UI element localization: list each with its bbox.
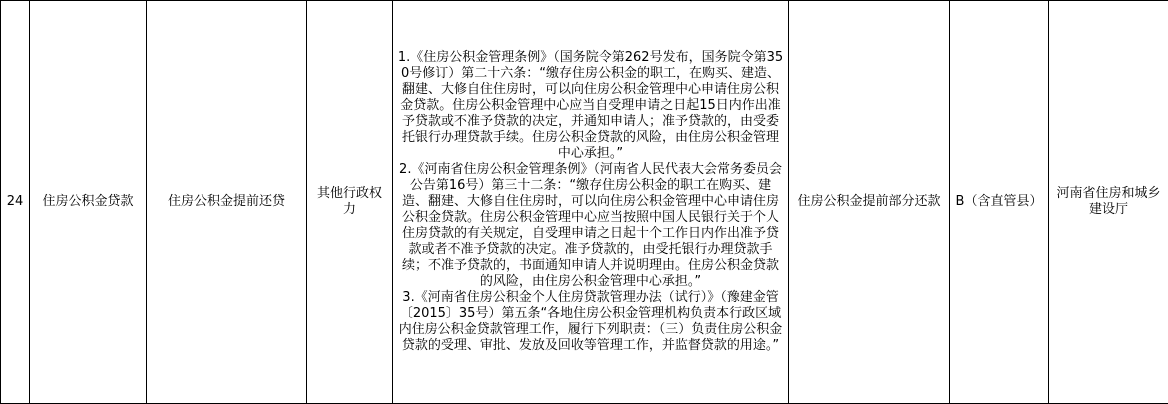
row-number-cell <box>1 1 30 404</box>
matter-cell <box>789 1 950 404</box>
legal-basis-item: 2.《河南省住房公积金管理条例》（河南省人民代表大会常务委员会公告第16号）第三十二条：“缴存住房公积金的职工在购买、建造、翻建、大修自住住房时，可以向住房公积金管理中心申请住房公积金贷款。住房公积金管理中心应当按照中国人民银行关于个人住房贷款的有关规定，自受理申请之日起十个工作日内作出准予贷款或者不准予贷款的决定。准予贷款的，由受托银行办理贷款手续；不准予贷款的，书面通知申请人并说明理由。住房公积金贷款的风险，由住房公积金管理中心承担。” <box>399 162 782 289</box>
table-row <box>1 1 1168 404</box>
level-cell <box>950 1 1049 404</box>
level-value: B（含直管县） <box>955 194 1043 209</box>
item-name-cell <box>30 1 147 404</box>
legal-basis-item: 3.《河南省住房公积金个人住房贷款管理办法（试行）》（豫建金管〔2015〕35号）第五条“各地住房公积金管理机构负责本行政区域内住房公积金贷款管理工作，履行下列职责：（三）负责住房公积金贷款的受理、审批、发放及回收等管理工作，并监督贷款的用途。” <box>398 290 783 353</box>
row-number: 24 <box>6 194 24 209</box>
power-type-cell <box>307 1 393 404</box>
department-cell <box>1049 1 1168 404</box>
sub-item-name: 住房公积金提前还贷 <box>167 194 285 209</box>
legal-basis-cell <box>393 1 789 404</box>
item-name: 住房公积金贷款 <box>42 194 134 209</box>
legal-basis-item: 1.《住房公积金管理条例》（国务院令第262号发布，国务院令第350号修订）第二十六条：“缴存住房公积金的职工，在购买、建造、翻建、大修自住住房时，可以向住房公积金管理中心申请住房公积金贷款。住房公积金管理中心应当自受理申请之日起15日内作出准予贷款或不准予贷款的决定，并通知申请人；准予贷款的，由受委托银行办理贷款手续。住房公积金贷款的风险，由住房公积金管理中心承担。” <box>397 50 784 161</box>
matter-name: 住房公积金提前部分还款 <box>797 194 941 209</box>
department-name: 河南省住房和城乡建设厅 <box>1056 186 1161 217</box>
sub-item-cell <box>147 1 307 404</box>
power-type: 其他行政权力 <box>316 186 382 217</box>
